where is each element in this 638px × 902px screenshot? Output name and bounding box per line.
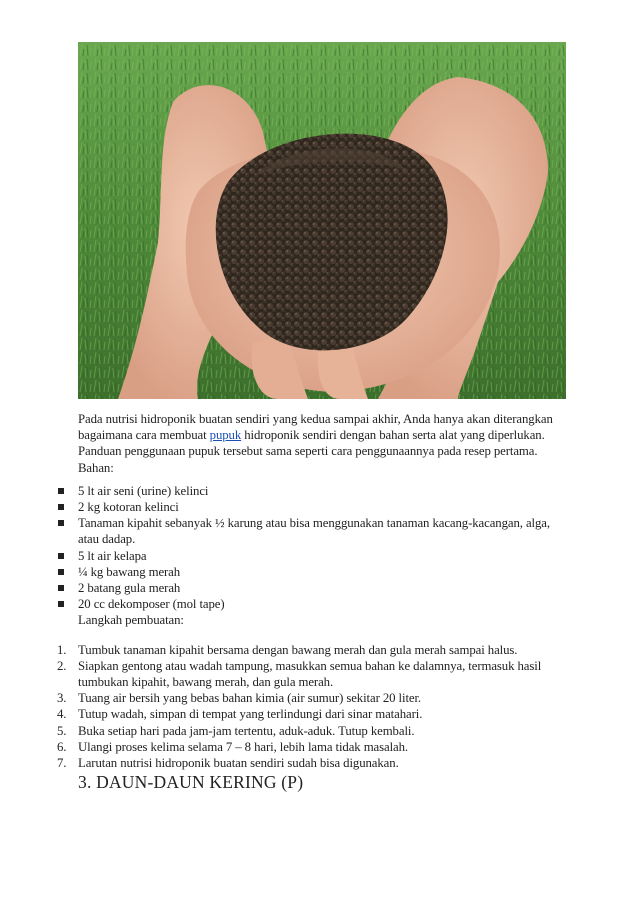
material-text: 20 cc dekomposer (mol tape) [78, 597, 225, 612]
list-item [0, 658, 638, 690]
intro-text-start: Pada nutrisi hidroponik buatan sendiri yang kedua sampai akhir, Anda hanya akan diterangkan bagaimana cara membuat [78, 412, 553, 443]
square-bullet-icon [58, 585, 64, 591]
step-text: Tumbuk tanaman kipahit bersama dengan bawang merah dan gula merah sampai halus. [78, 642, 518, 657]
step-number: 2. [57, 658, 67, 673]
list-item [0, 739, 638, 755]
square-bullet-icon [58, 553, 64, 559]
square-bullet-icon [58, 520, 64, 526]
list-item [0, 564, 638, 580]
pupuk-link[interactable]: pupuk [209, 428, 242, 443]
hands-holding-pellets-illustration [78, 42, 566, 399]
material-text: Tanaman kipahit sebanyak ½ karung atau bisa menggunakan tanaman kacang-kacangan, alga, atau dadap. [78, 516, 550, 547]
step-number: 5. [57, 723, 67, 738]
step-number: 7. [57, 756, 67, 771]
materials-list [0, 483, 638, 613]
square-bullet-icon [58, 504, 64, 510]
material-text: 2 batang gula merah [78, 581, 181, 596]
list-item [0, 499, 638, 515]
article-body [0, 411, 638, 793]
step-number: 6. [57, 739, 67, 754]
list-item [0, 723, 638, 739]
intro-text-end: hidroponik sendiri dengan bahan serta alat yang diperlukan. Panduan penggunaan pupuk tersebut sama seperti cara penggunaannya pada resep pertama. [78, 428, 545, 459]
list-item [0, 642, 638, 658]
step-number: 3. [57, 691, 67, 706]
step-text: Buka setiap hari pada jam-jam tertentu, aduk-aduk. Tutup kembali. [78, 723, 415, 738]
list-item [0, 596, 638, 612]
list-item [0, 690, 638, 706]
step-text: Ulangi proses kelima selama 7 – 8 hari, lebih lama tidak masalah. [78, 739, 409, 754]
material-text: 5 lt air seni (urine) kelinci [78, 483, 209, 498]
section-heading: 3. DAUN-DAUN KERING (P) [78, 772, 304, 793]
material-text: ¼ kg bawang merah [78, 564, 181, 579]
material-text: 5 lt air kelapa [78, 548, 147, 563]
list-item [0, 755, 638, 771]
step-number: 4. [57, 707, 67, 722]
list-item [0, 706, 638, 722]
steps-list [0, 642, 638, 772]
square-bullet-icon [58, 601, 64, 607]
step-text: Tuang air bersih yang bebas bahan kimia (air sumur) sekitar 20 liter. [78, 691, 422, 706]
material-text: 2 kg kotoran kelinci [78, 500, 179, 515]
intro-paragraph [0, 411, 638, 476]
intro-text [78, 411, 568, 460]
list-item [0, 580, 638, 596]
step-text: Tutup wadah, simpan di tempat yang terlindungi dari sinar matahari. [78, 707, 423, 722]
step-text: Larutan nutrisi hidroponik buatan sendiri sudah bisa digunakan. [78, 756, 399, 771]
fertilizer-pellets-photo [78, 42, 566, 399]
list-item [0, 515, 638, 547]
square-bullet-icon [58, 569, 64, 575]
step-text: Siapkan gentong atau wadah tampung, masukkan semua bahan ke dalamnya, termasuk hasil tumbukan kipahit, bawang merah, dan gula merah. [78, 658, 542, 690]
steps-label: Langkah pembuatan: [78, 613, 184, 628]
list-item [0, 548, 638, 564]
materials-label: Bahan: [78, 460, 114, 475]
square-bullet-icon [58, 488, 64, 494]
step-number: 1. [57, 642, 67, 657]
list-item [0, 483, 638, 499]
